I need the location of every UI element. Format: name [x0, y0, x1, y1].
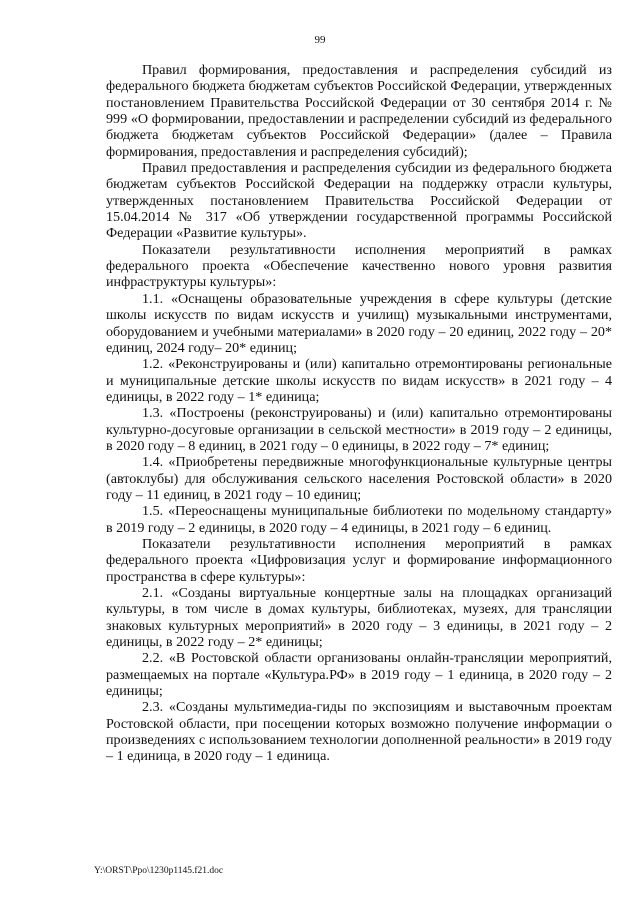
paragraph-item-1-1: 1.1. «Оснащены образовательные учреждения в сфере культуры (детские школы искусств по видам искусств и училищ) музыкальными инструментами, оборудованием и учебными материалами» в 2020 году – 20 единиц, 2022 году – 20* единиц, 2024 году– 20* единиц;	[106, 290, 612, 356]
paragraph-item-2-1: 2.1. «Созданы виртуальные концертные залы на площадках организаций культуры, в том числе в домах культуры, библиотеках, музеях, для трансляции знаковых культурных мероприятий» в 2020 году – 3 единицы, в 2021 году – 2 единицы, в 2022 году – 2* единицы;	[106, 585, 612, 651]
paragraph-rules-formation: Правил формирования, предоставления и распределения субсидий из федерального бюджета бюджетам субъектов Российской Федерации, утвержденных постановлением Правительства Российской Федерации от 30 сентября 2014 г. № 999 «О формировании, предоставлении и распределении субсидий из федерального бюджета бюджетам субъектов Российской Федерации» (далее – Правила формирования, предоставления и распределения субсидий);	[106, 62, 612, 160]
paragraph-item-2-3: 2.3. «Созданы мультимедиа-гиды по экспозициям и выставочным проектам Ростовской области, при посещении которых возможно получение информации о произведениях с использованием технологии дополненной реальности» в 2019 году – 1 единица, в 2020 году – 1 единица.	[106, 699, 612, 765]
paragraph-item-1-4: 1.4. «Приобретены передвижные многофункциональные культурные центры (автоклубы) для обслуживания сельского населения Ростовской области» в 2020 году – 11 единиц, в 2021 году – 10 единиц;	[106, 454, 612, 503]
file-path-footer: Y:\ORST\Ppo\1230p1145.f21.doc	[94, 866, 224, 876]
paragraph-item-2-2: 2.2. «В Ростовской области организованы онлайн-трансляции мероприятий, размещаемых на портале «Культура.РФ» в 2019 году – 1 единица, в 2020 году – 2 единицы;	[106, 650, 612, 700]
page-number: 99	[314, 34, 326, 46]
paragraph-indicators-digitalization: Показатели результативности исполнения мероприятий в рамках федерального проекта «Цифровизация услуг и формирование информационного пространства в сфере культуры»:	[106, 535, 612, 585]
paragraph-rules-culture-subsidy: Правил предоставления и распределения субсидии из федерального бюджета бюджетам субъектов Российской Федерации на поддержку отрасли культуры, утвержденных постановлением Правительства Российской Федерации от 15.04.2014 № 317 «Об утверждении государственной программы Российской Федерации «Развитие культуры».	[106, 160, 612, 242]
paragraph-item-1-2: 1.2. «Реконструированы и (или) капитально отремонтированы региональные и муниципальные детские школы искусств по видам искусств» в 2021 году – 4 единицы, в 2022 году – 1* единица;	[106, 356, 612, 405]
document-body	[106, 62, 612, 765]
paragraph-indicators-infrastructure: Показатели результативности исполнения мероприятий в рамках федерального проекта «Обеспечение качественно нового уровня развития инфраструктуры культуры»:	[106, 241, 612, 291]
paragraph-item-1-5: 1.5. «Переоснащены муниципальные библиотеки по модельному стандарту» в 2019 году – 2 единицы, в 2020 году – 4 единицы, в 2021 году – 6 единиц.	[106, 503, 612, 536]
paragraph-item-1-3: 1.3. «Построены (реконструированы) и (или) капитально отремонтированы культурно-досуговые организации в сельской местности» в 2019 году – 2 единицы, в 2020 году – 8 единиц, в 2021 году – 0 единицы, в 2022 году – 7* единиц;	[106, 405, 612, 454]
